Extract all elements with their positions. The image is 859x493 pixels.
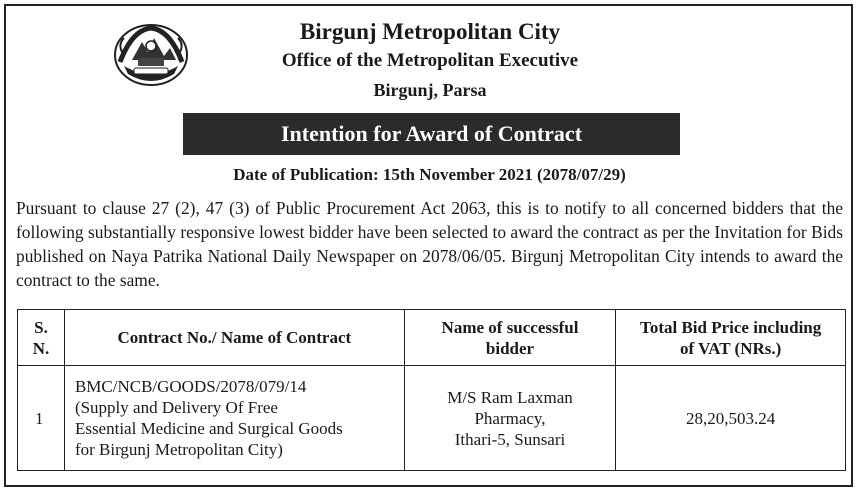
- header-contract: Contract No./ Name of Contract: [64, 310, 404, 366]
- row-bidder: [404, 366, 616, 471]
- header-bidder-line1: Name of successful: [441, 317, 579, 337]
- header-sn-line2: N.: [32, 338, 50, 358]
- contract-line4: for Birgunj Metropolitan City): [74, 440, 283, 459]
- org-name: Birgunj Metropolitan City: [299, 19, 561, 44]
- header-sn-line1: S.: [34, 317, 48, 337]
- header-price-line2: of VAT (NRs.): [680, 338, 782, 358]
- government-emblem-icon: [112, 22, 190, 88]
- contract-line2: (Supply and Delivery Of Free: [74, 398, 278, 417]
- contract-line1: BMC/NCB/GOODS/2078/079/14: [74, 377, 307, 396]
- notice-title-banner: Intention for Award of Contract: [183, 113, 680, 155]
- row-sn: 1: [18, 366, 65, 471]
- table-row: [18, 366, 846, 471]
- header-sn: [18, 310, 65, 366]
- header-price: [616, 310, 846, 366]
- award-table: [17, 309, 846, 471]
- header-bidder-line2: bidder: [485, 338, 535, 358]
- bidder-line2: Pharmacy,: [474, 408, 546, 428]
- header-bidder: [404, 310, 616, 366]
- org-office: Office of the Metropolitan Executive: [281, 50, 579, 71]
- notice-header: [0, 0, 859, 110]
- contract-line3: Essential Medicine and Surgical Goods: [74, 419, 343, 438]
- bidder-line3: Ithari-5, Sunsari: [454, 429, 566, 449]
- notice-body: Pursuant to clause 27 (2), 47 (3) of Public Procurement Act 2063, this is to notify to all concerned bidders that the following substantially responsive lowest bidder have been selected to award the contract as per the Invitation for Bids published on Naya Patrika National Daily Newspaper on 2078/06/05. Birgunj Metropolitan City intends to award the contract to the same.: [16, 198, 843, 290]
- row-contract: [64, 366, 404, 471]
- bidder-line1: M/S Ram Laxman: [447, 387, 573, 407]
- org-title-block: [180, 18, 680, 103]
- org-address: Birgunj, Parsa: [373, 80, 487, 100]
- publication-date: Date of Publication: 15th November 2021 (2078/07/29): [233, 165, 626, 184]
- row-price: 28,20,503.24: [616, 366, 846, 471]
- table-header-row: [18, 310, 846, 366]
- header-price-line1: Total Bid Price including: [640, 317, 822, 337]
